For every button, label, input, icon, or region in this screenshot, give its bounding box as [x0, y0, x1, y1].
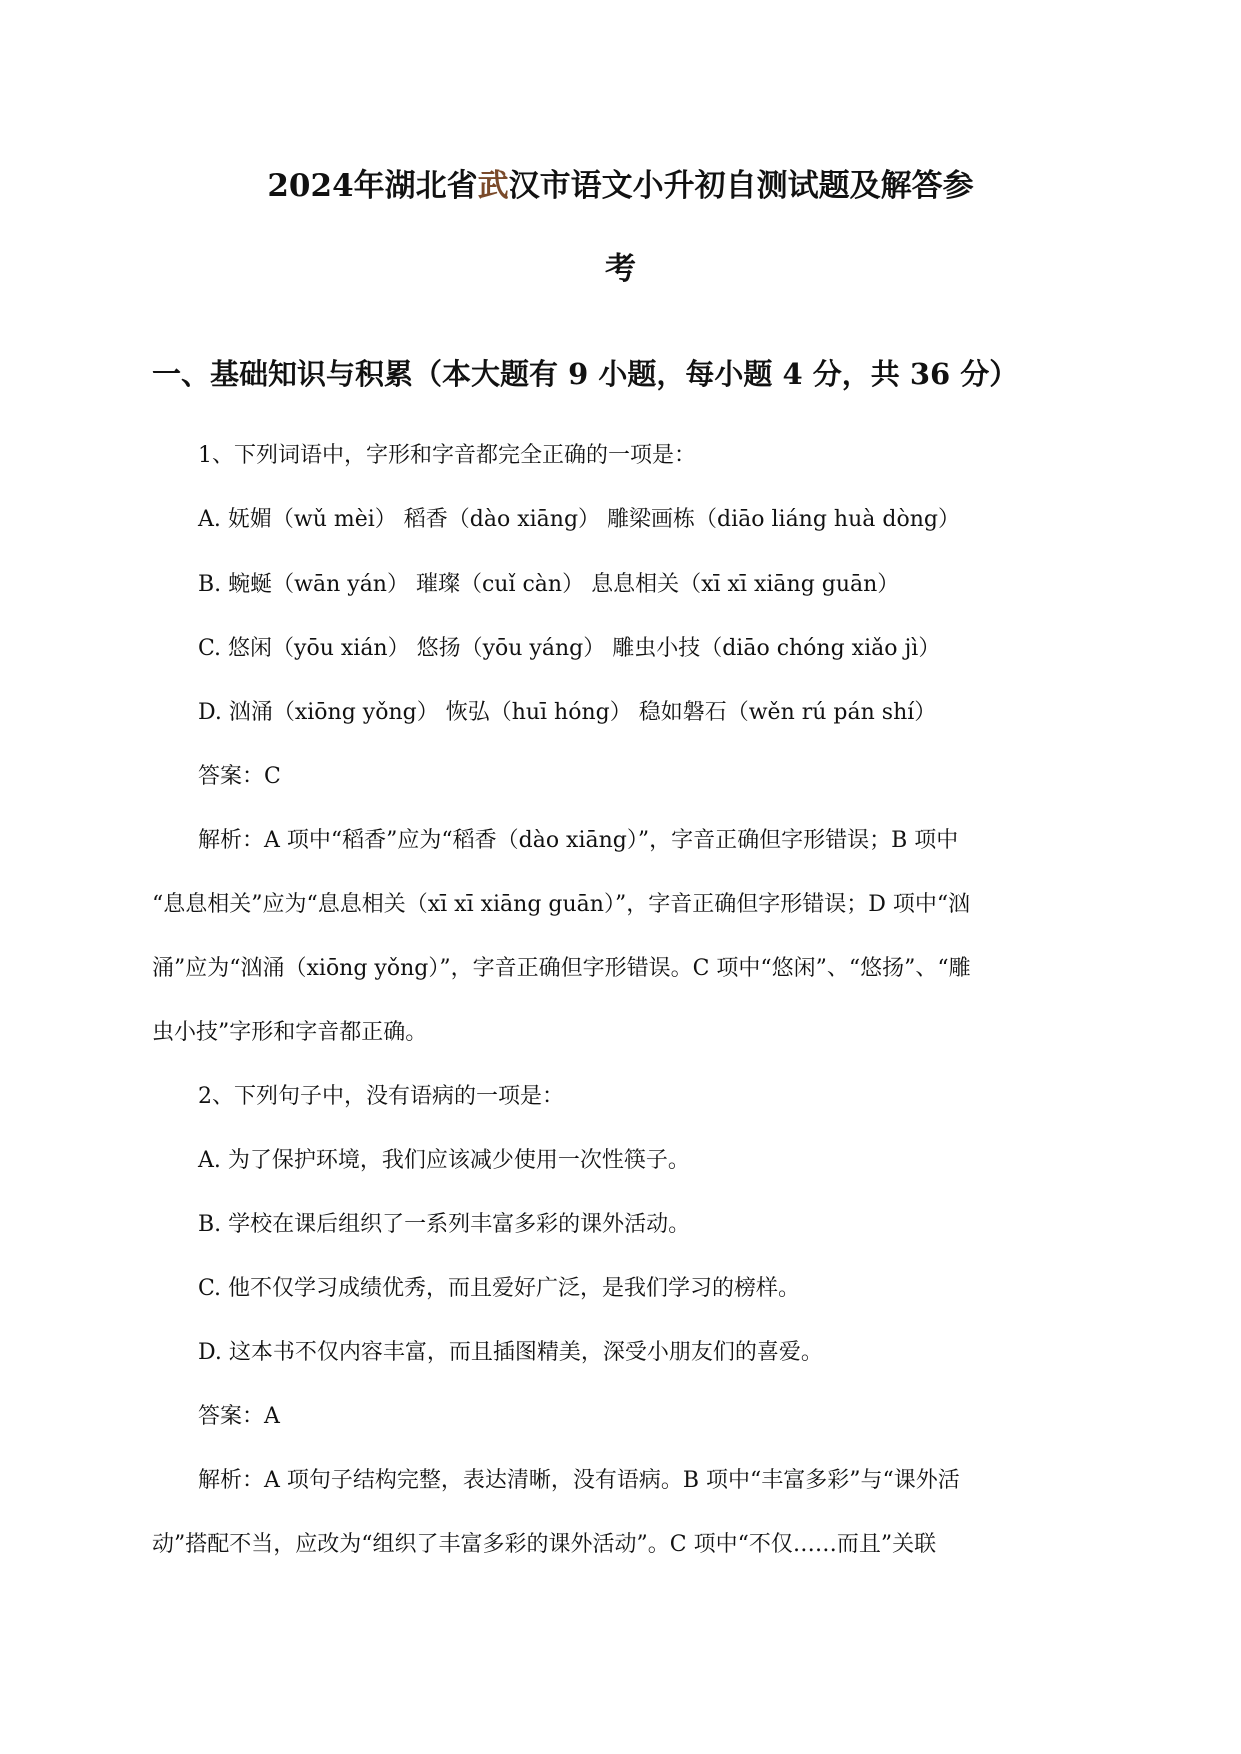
question-2-option-b: B. 学校在课后组织了一系列丰富多彩的课外活动。 [198, 1212, 691, 1237]
question-2-option-d: D. 这本书不仅内容丰富，而且插图精美，深受小朋友们的喜爱。 [198, 1340, 823, 1365]
question-2-answer: 答案：A [198, 1404, 280, 1429]
question-1-option-a: A. 妩媚（wǔ mèi） 稻香（dào xiāng） 雕梁画栋（diāo liáng huà dòng） [198, 507, 960, 532]
document-title [0, 160, 1241, 205]
question-2-option-a: A. 为了保护环境，我们应该减少使用一次性筷子。 [198, 1148, 690, 1173]
question-1-analysis-line: “息息相关”应为“息息相关（xī xī xiāng guān）”，字音正确但字形错误；D 项中“汹 [152, 892, 971, 917]
question-1-option-d: D. 汹涌（xiōng yǒng） 恢弘（huī hóng） 稳如磐石（wěn rú pán shí） [198, 700, 937, 725]
question-2-analysis-line: 动”搭配不当，应改为“组织了丰富多彩的课外活动”。C 项中“不仅……而且”关联 [152, 1532, 937, 1557]
document-title-line2: 考 [605, 251, 636, 287]
question-1-option-b: B. 蜿蜒（wān yán） 璀璨（cuǐ càn） 息息相关（xī xī xiāng guān） [198, 572, 900, 597]
question-2-analysis-line: 解析：A 项句子结构完整，表达清晰，没有语病。B 项中“丰富多彩”与“课外活 [198, 1468, 960, 1493]
question-1-option-c: C. 悠闲（yōu xián） 悠扬（yōu yáng） 雕虫小技（diāo chóng xiǎo jì） [198, 636, 941, 661]
question-1-analysis-line: 虫小技”字形和字音都正确。 [152, 1020, 428, 1045]
question-2-option-c: C. 他不仅学习成绩优秀，而且爱好广泛，是我们学习的榜样。 [198, 1276, 801, 1301]
question-1-analysis-line: 涌”应为“汹涌（xiōng yǒng）”，字音正确但字形错误。C 项中“悠闲”、“悠扬”、“雕 [152, 956, 971, 981]
title-part2: 汉市语文小升初自测试题及解答参 [508, 168, 974, 204]
question-2-stem: 2、下列句子中，没有语病的一项是： [198, 1084, 564, 1109]
question-1-stem: 1、下列词语中，字形和字音都完全正确的一项是： [198, 443, 696, 468]
question-1-answer: 答案：C [198, 764, 281, 789]
title-part1: 2024年湖北省 [267, 168, 478, 204]
section-heading: 一、基础知识与积累（本大题有 9 小题，每小题 4 分，共 36 分） [152, 357, 1019, 391]
question-1-analysis-line: 解析：A 项中“稻香”应为“稻香（dào xiāng）”，字音正确但字形错误；B 项中 [198, 828, 959, 853]
title-highlight: 武 [477, 168, 509, 204]
